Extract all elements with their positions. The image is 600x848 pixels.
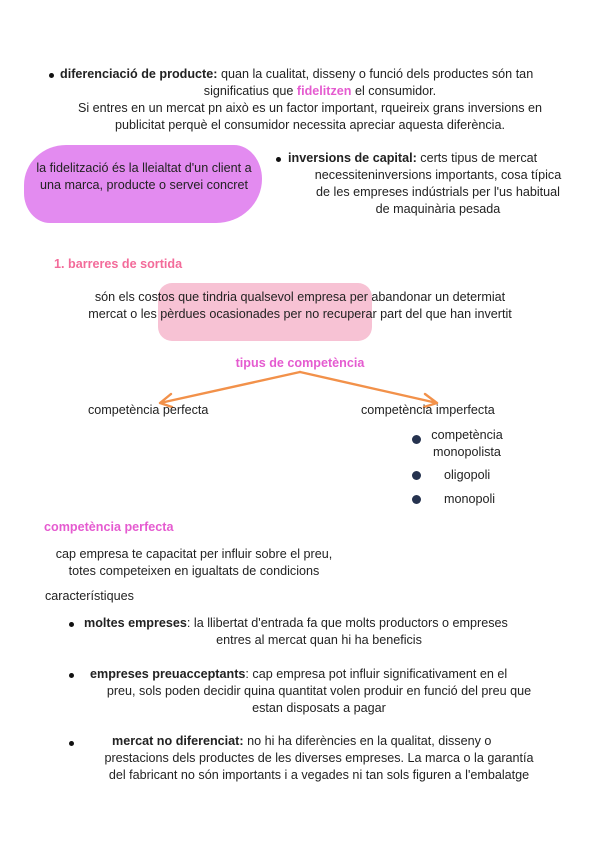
exit-barriers-heading: 1. barreres de sortida bbox=[54, 257, 183, 271]
product-differentiation-line1: diferenciació de producte: quan la cualitat, disseny o funció dels productes són tan bbox=[60, 67, 534, 81]
capital-investments: inversions de capital: certs tipus de mercat necessiteninversions importants, cosa típica de les empreses indústrials per l'us habitual de maquinària pesada bbox=[288, 151, 562, 216]
bullet-dot bbox=[69, 741, 74, 746]
exit-barriers-line1: són els costos que tindria qualsevol empresa per abandonar un determiat bbox=[94, 290, 506, 304]
characteristic-price-takers: empreses preuacceptants: cap empresa pot influir significativament en el preu, sols poden decidir quina quantitat volen produir en funció del preu que estan disposats a pagar bbox=[90, 667, 532, 715]
term-capital-investments: inversions de capital: bbox=[288, 151, 417, 165]
sub-item-monopoly: monopoli bbox=[444, 492, 496, 506]
competition-types-heading: tipus de competència bbox=[235, 356, 365, 370]
exit-barriers-line2: mercat o les pèrdues ocasionades per no recuperar part del que han invertit bbox=[88, 307, 512, 321]
term-product-differentiation: diferenciació de producte: bbox=[60, 67, 218, 81]
bullet-dot bbox=[69, 622, 74, 627]
fidelitzacio-line2: una marca, producte o servei concret bbox=[40, 178, 248, 192]
characteristics-label: característiques bbox=[45, 589, 134, 603]
imperfect-competition-label: competència imperfecta bbox=[361, 403, 495, 417]
characteristic-many-firms: moltes empreses: la llibertat d'entrada fa que molts productors o empreses entres al mercat quan hi ha beneficis bbox=[84, 616, 508, 647]
bullet-dot bbox=[412, 495, 421, 504]
bullet-dot bbox=[69, 673, 74, 678]
bullet-dot bbox=[412, 471, 421, 480]
fidelitzen-highlight: fidelitzen bbox=[296, 84, 352, 98]
perfect-competition-description: cap empresa te capacitat per influir sobre el preu, totes competeixen en igualtats de condicions bbox=[55, 547, 333, 578]
characteristic-undifferentiated-market: mercat no diferenciat: no hi ha diferències en la qualitat, disseny o prestacions dels productes de les diverses empreses. La marca o la garantía del fabricant no són importants i a vegades ni tan sols figuren a l'embalatge bbox=[104, 734, 534, 782]
product-differentiation-line3: Si entres en un mercat pn això es un factor important, rqueireix grans inversions en bbox=[77, 101, 543, 115]
perfect-competition-heading: competència perfecta bbox=[44, 520, 174, 534]
fidelitzacio-line1: la fidelització és la lleialtat d'un client a bbox=[36, 161, 252, 175]
product-differentiation-line4: publicitat perquè el consumidor necessita apreciar aquesta diferència. bbox=[115, 118, 505, 132]
sub-item-oligopoly: oligopoli bbox=[444, 468, 491, 482]
perfect-competition-label: competència perfecta bbox=[88, 403, 209, 417]
sub-item-monopolistic: competència monopolista bbox=[431, 428, 503, 459]
product-differentiation-line2: significatius que fidelitzen el consumidor. bbox=[203, 84, 437, 98]
